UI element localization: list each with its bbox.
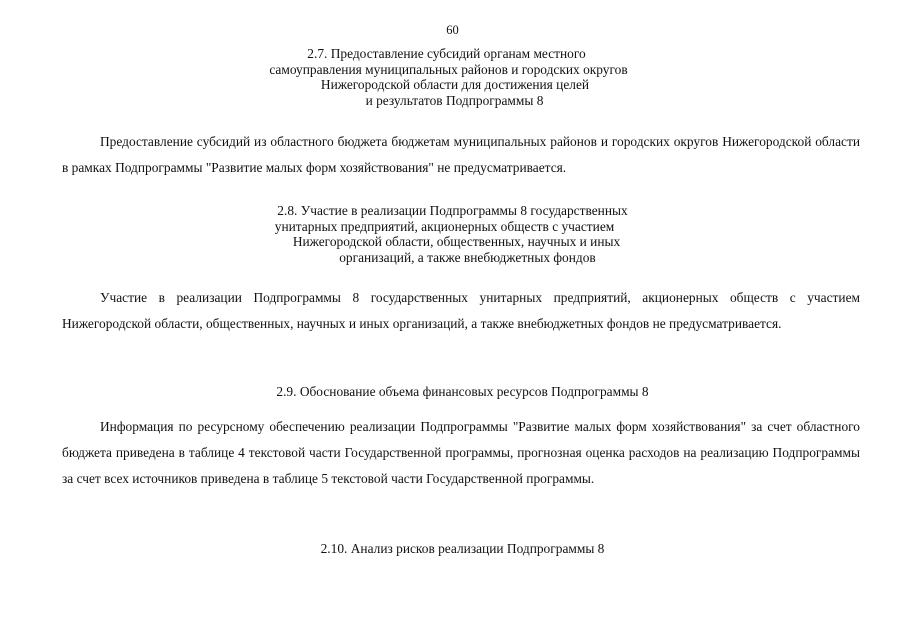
section-paragraph-2-8: Участие в реализации Подпрограммы 8 государственных унитарных предприятий, акционерных обществ с участием Нижегородской области, общественных, научных и иных организаций, а также внебюджетных фондов не предусматривается. (62, 290, 860, 331)
heading-line: унитарных предприятий, акционерных обществ с участием (274, 218, 615, 234)
heading-line: 2.7. Предоставление субсидий органам местного (307, 46, 586, 61)
page-number: 60 (446, 23, 459, 37)
heading-line: Нижегородской области, общественных, научных и иных (292, 234, 621, 249)
section-paragraph-2-9: Информация по ресурсному обеспечению реализации Подпрограммы "Развитие малых форм хозяйствования" за счет областного бюджета приведена в таблице 4 текстовой части Государственной программы, прогнозная оценка расходов на реализацию Подпрограммы за счет всех источников приведена в таблице 5 текстовой части Государственной программы. (62, 419, 860, 486)
heading-line: Нижегородской области для достижения целей (320, 77, 590, 92)
section-heading-2-10: 2.10. Анализ рисков реализации Подпрограммы 8 (320, 541, 605, 556)
heading-line: 2.8. Участие в реализации Подпрограммы 8 государственных (277, 203, 628, 218)
heading-line: самоуправления муниципальных районов и городских округов (269, 61, 628, 77)
section-heading-2-8 (0, 203, 905, 265)
heading-line: организаций, а также внебюджетных фондов (339, 249, 596, 265)
section-paragraph-2-7: Предоставление субсидий из областного бюджета бюджетам муниципальных районов и городских округов Нижегородской области в рамках Подпрограммы "Развитие малых форм хозяйствования" не предусматривается. (62, 134, 860, 175)
heading-line: и результатов Подпрограммы 8 (365, 92, 544, 108)
section-heading-2-9: 2.9. Обоснование объема финансовых ресурсов Подпрограммы 8 (276, 384, 649, 399)
section-heading-2-7 (0, 46, 905, 108)
